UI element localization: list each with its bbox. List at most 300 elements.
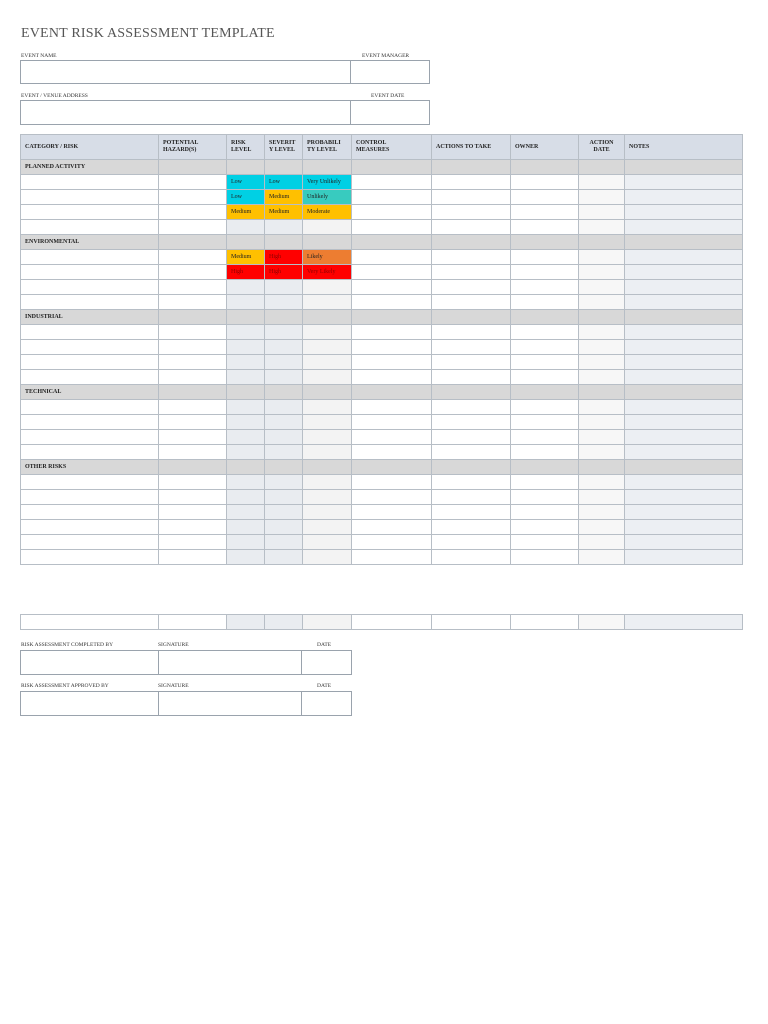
summary-cell[interactable] [159,615,227,630]
approved-by-date-field[interactable] [302,692,352,716]
severity-level-cell[interactable]: Medium [265,205,303,220]
table-cell[interactable] [625,490,743,505]
table-cell[interactable] [159,400,227,415]
table-cell[interactable] [265,520,303,535]
table-cell[interactable] [511,325,579,340]
table-cell[interactable] [625,340,743,355]
table-cell[interactable] [579,475,625,490]
table-cell[interactable] [625,280,743,295]
table-cell[interactable] [432,535,511,550]
approved-by-signature-field[interactable] [159,692,302,716]
category-row-cell [432,310,511,325]
table-cell[interactable] [432,415,511,430]
category-row-cell [159,460,227,475]
table-cell[interactable] [227,340,265,355]
table-row[interactable] [21,325,743,340]
table-row[interactable] [21,475,743,490]
table-cell[interactable] [511,550,579,565]
table-row[interactable] [21,550,743,565]
table-cell[interactable] [432,265,511,280]
summary-cell[interactable] [303,615,352,630]
category-row-cell [511,160,579,175]
table-cell[interactable] [625,250,743,265]
table-cell[interactable] [579,220,625,235]
table-cell[interactable] [625,400,743,415]
table-cell[interactable] [579,370,625,385]
category-row-cell [159,160,227,175]
category-row-cell [303,385,352,400]
table-cell[interactable] [227,280,265,295]
table-cell[interactable] [432,445,511,460]
table-cell[interactable] [227,475,265,490]
table-cell[interactable] [511,205,579,220]
table-cell[interactable] [227,355,265,370]
table-cell[interactable] [432,295,511,310]
category-row-cell [265,310,303,325]
table-cell[interactable] [352,475,432,490]
table-cell[interactable] [511,355,579,370]
table-row[interactable] [21,415,743,430]
table-cell[interactable] [21,295,159,310]
table-cell[interactable] [159,175,227,190]
table-cell[interactable] [579,505,625,520]
table-cell[interactable] [352,430,432,445]
table-cell[interactable] [625,370,743,385]
table-cell[interactable] [625,535,743,550]
table-cell[interactable] [227,400,265,415]
table-cell[interactable] [265,415,303,430]
table-row[interactable] [21,505,743,520]
table-row[interactable] [21,400,743,415]
table-cell[interactable] [579,190,625,205]
table-cell[interactable] [352,505,432,520]
risk-assessment-table [20,134,743,565]
table-cell[interactable] [303,550,352,565]
table-row[interactable] [21,250,743,265]
table-cell[interactable] [227,445,265,460]
table-cell[interactable] [511,520,579,535]
table-cell[interactable] [303,490,352,505]
table-cell[interactable] [625,265,743,280]
table-cell[interactable] [352,520,432,535]
page-title: EVENT RISK ASSESSMENT TEMPLATE [21,26,275,41]
table-cell[interactable] [303,430,352,445]
table-cell[interactable] [579,175,625,190]
summary-cell[interactable] [625,615,743,630]
category-row-cell [159,310,227,325]
probability-level-cell[interactable]: Likely [303,250,352,265]
table-cell[interactable] [625,430,743,445]
table-cell[interactable] [625,325,743,340]
table-row[interactable] [21,190,743,205]
table-cell[interactable] [159,370,227,385]
table-cell[interactable] [432,550,511,565]
table-cell[interactable] [625,505,743,520]
table-cell[interactable] [432,325,511,340]
completed-by-fields [20,650,352,675]
category-row-cell [352,460,432,475]
table-cell[interactable] [432,400,511,415]
completed-by-signature-field[interactable] [159,651,302,675]
table-row[interactable] [21,295,743,310]
risk-level-cell[interactable]: Low [227,190,265,205]
summary-cell[interactable] [511,615,579,630]
table-cell[interactable] [579,520,625,535]
table-cell[interactable] [21,430,159,445]
table-cell[interactable] [511,340,579,355]
event-name-field[interactable] [20,60,351,84]
probability-level-cell[interactable]: Very Unlikely [303,175,352,190]
summary-cell[interactable] [227,615,265,630]
severity-level-cell[interactable]: Medium [265,190,303,205]
table-cell[interactable] [21,535,159,550]
table-cell[interactable] [511,415,579,430]
table-cell[interactable] [227,415,265,430]
table-row[interactable] [21,355,743,370]
severity-level-cell[interactable]: Low [265,175,303,190]
probability-level-cell[interactable]: Unlikely [303,190,352,205]
table-cell[interactable] [579,535,625,550]
table-cell[interactable] [352,400,432,415]
table-cell[interactable] [227,490,265,505]
category-row-cell [352,160,432,175]
table-cell[interactable] [352,550,432,565]
table-cell[interactable] [625,520,743,535]
table-cell[interactable] [159,415,227,430]
table-row[interactable] [21,205,743,220]
table-cell[interactable] [265,535,303,550]
category-row-cell [303,160,352,175]
venue-address-field[interactable] [20,100,351,125]
table-cell[interactable] [352,535,432,550]
severity-level-cell[interactable]: High [265,265,303,280]
table-cell[interactable] [511,295,579,310]
category-row-cell [227,460,265,475]
table-cell[interactable] [352,415,432,430]
risk-level-cell[interactable]: Medium [227,250,265,265]
category-row-cell [579,385,625,400]
table-cell[interactable] [432,175,511,190]
table-cell[interactable] [579,550,625,565]
table-cell[interactable] [227,430,265,445]
table-cell[interactable] [159,340,227,355]
completed-signature-label: SIGNATURE [158,642,189,648]
risk-level-cell[interactable]: Medium [227,205,265,220]
table-cell[interactable] [625,205,743,220]
summary-cell[interactable] [579,615,625,630]
table-cell[interactable] [159,205,227,220]
table-cell[interactable] [625,190,743,205]
table-cell[interactable] [303,355,352,370]
category-row [21,235,743,250]
table-cell[interactable] [625,295,743,310]
table-cell[interactable] [432,205,511,220]
table-cell[interactable] [511,445,579,460]
table-cell[interactable] [265,355,303,370]
table-cell[interactable] [159,220,227,235]
table-row[interactable] [21,280,743,295]
summary-cell[interactable] [265,615,303,630]
table-cell[interactable] [352,220,432,235]
table-cell[interactable] [227,535,265,550]
table-cell[interactable] [159,505,227,520]
table-cell[interactable] [159,250,227,265]
venue-address-input[interactable] [21,101,350,124]
table-cell[interactable] [352,370,432,385]
table-cell[interactable] [21,505,159,520]
severity-level-cell[interactable]: High [265,250,303,265]
probability-level-cell[interactable]: Very Likely [303,265,352,280]
table-cell[interactable] [352,280,432,295]
table-row[interactable] [21,430,743,445]
venue-address-label: EVENT / VENUE ADDRESS [21,93,88,99]
event-date-input[interactable] [351,101,429,124]
table-cell[interactable] [159,445,227,460]
approved-by-name-field[interactable] [21,692,159,716]
table-cell[interactable] [352,340,432,355]
table-cell[interactable] [352,295,432,310]
table-cell[interactable] [21,370,159,385]
category-row-cell [579,460,625,475]
table-cell[interactable] [265,490,303,505]
category-row-cell [303,310,352,325]
table-cell[interactable] [352,490,432,505]
table-cell[interactable] [303,475,352,490]
table-cell[interactable] [511,400,579,415]
table-cell[interactable] [352,175,432,190]
table-cell[interactable] [352,250,432,265]
table-cell[interactable] [625,355,743,370]
table-cell[interactable] [227,370,265,385]
table-cell[interactable] [159,265,227,280]
table-cell[interactable] [432,475,511,490]
table-cell[interactable] [432,340,511,355]
table-cell[interactable] [265,280,303,295]
table-cell[interactable] [21,550,159,565]
table-cell[interactable] [579,415,625,430]
table-cell[interactable] [579,295,625,310]
table-cell[interactable] [265,295,303,310]
summary-cell[interactable] [352,615,432,630]
category-row-cell [625,310,743,325]
table-cell[interactable] [21,190,159,205]
table-cell[interactable] [432,250,511,265]
category-row-cell [511,310,579,325]
table-cell[interactable] [21,325,159,340]
table-cell[interactable] [159,535,227,550]
event-manager-field[interactable] [350,60,430,84]
table-row[interactable] [21,220,743,235]
category-row-cell [159,235,227,250]
table-cell[interactable] [352,445,432,460]
table-row[interactable] [21,340,743,355]
summary-row[interactable] [21,615,743,630]
table-cell[interactable] [511,280,579,295]
table-cell[interactable] [21,205,159,220]
table-cell[interactable] [265,430,303,445]
table-cell[interactable] [303,220,352,235]
category-row-cell [511,460,579,475]
event-date-field[interactable] [350,100,430,125]
table-cell[interactable] [432,520,511,535]
table-cell[interactable] [579,445,625,460]
table-cell[interactable] [21,280,159,295]
table-cell[interactable] [21,220,159,235]
summary-cell[interactable] [432,615,511,630]
table-cell[interactable] [511,490,579,505]
table-cell[interactable] [21,340,159,355]
table-cell[interactable] [511,430,579,445]
table-row[interactable] [21,535,743,550]
table-cell[interactable] [21,415,159,430]
table-cell[interactable] [579,355,625,370]
table-cell[interactable] [265,370,303,385]
table-cell[interactable] [159,355,227,370]
table-cell[interactable] [303,340,352,355]
table-cell[interactable] [21,475,159,490]
table-cell[interactable] [511,250,579,265]
category-row-cell [159,385,227,400]
table-cell[interactable] [511,190,579,205]
table-cell[interactable] [159,325,227,340]
col-header-owner: OWNER [511,135,579,160]
table-cell[interactable] [303,505,352,520]
table-cell[interactable] [511,535,579,550]
table-row[interactable] [21,265,743,280]
table-cell[interactable] [159,520,227,535]
table-cell[interactable] [303,445,352,460]
table-cell[interactable] [303,400,352,415]
table-cell[interactable] [303,280,352,295]
table-cell[interactable] [511,505,579,520]
table-cell[interactable] [159,430,227,445]
table-cell[interactable] [227,550,265,565]
table-cell[interactable] [432,220,511,235]
table-cell[interactable] [432,280,511,295]
table-cell[interactable] [625,445,743,460]
table-cell[interactable] [579,430,625,445]
table-cell[interactable] [21,445,159,460]
table-cell[interactable] [511,220,579,235]
table-cell[interactable] [303,325,352,340]
category-row-cell [625,460,743,475]
table-cell[interactable] [432,430,511,445]
table-cell[interactable] [579,340,625,355]
table-cell[interactable] [579,400,625,415]
table-cell[interactable] [625,550,743,565]
table-cell[interactable] [625,475,743,490]
table-row[interactable] [21,445,743,460]
table-cell[interactable] [21,265,159,280]
category-row-cell [432,460,511,475]
table-cell[interactable] [21,175,159,190]
table-cell[interactable] [511,475,579,490]
table-cell[interactable] [265,220,303,235]
table-cell[interactable] [352,325,432,340]
table-row[interactable] [21,490,743,505]
table-row[interactable] [21,370,743,385]
table-cell[interactable] [265,550,303,565]
table-cell[interactable] [352,190,432,205]
table-cell[interactable] [511,265,579,280]
table-cell[interactable] [625,415,743,430]
risk-level-cell[interactable]: High [227,265,265,280]
category-row-cell [432,160,511,175]
table-cell[interactable] [303,295,352,310]
category-row [21,310,743,325]
table-cell[interactable] [511,370,579,385]
table-cell[interactable] [579,325,625,340]
table-cell[interactable] [159,550,227,565]
category-row-cell [579,160,625,175]
table-cell[interactable] [227,505,265,520]
table-cell[interactable] [625,220,743,235]
table-cell[interactable] [265,445,303,460]
table-cell[interactable] [352,355,432,370]
summary-cell[interactable] [21,615,159,630]
table-cell[interactable] [21,400,159,415]
table-cell[interactable] [265,475,303,490]
table-cell[interactable] [352,265,432,280]
table-cell[interactable] [579,280,625,295]
table-cell[interactable] [352,205,432,220]
table-cell[interactable] [265,340,303,355]
table-cell[interactable] [625,175,743,190]
table-cell[interactable] [159,295,227,310]
event-name-input[interactable] [21,61,350,83]
table-cell[interactable] [303,520,352,535]
completed-by-name-field[interactable] [21,651,159,675]
risk-level-cell[interactable]: Low [227,175,265,190]
table-cell[interactable] [21,355,159,370]
table-cell[interactable] [227,520,265,535]
completed-by-date-field[interactable] [302,651,352,675]
table-cell[interactable] [432,370,511,385]
table-cell[interactable] [432,190,511,205]
event-manager-input[interactable] [351,61,429,83]
table-cell[interactable] [227,220,265,235]
table-cell[interactable] [159,490,227,505]
table-cell[interactable] [265,505,303,520]
table-cell[interactable] [579,250,625,265]
table-cell[interactable] [265,325,303,340]
table-cell[interactable] [579,265,625,280]
table-cell[interactable] [21,250,159,265]
category-row-cell [227,235,265,250]
table-cell[interactable] [265,400,303,415]
table-row[interactable] [21,520,743,535]
table-cell[interactable] [21,490,159,505]
table-row[interactable] [21,175,743,190]
table-cell[interactable] [159,190,227,205]
table-cell[interactable] [21,520,159,535]
table-cell[interactable] [579,205,625,220]
table-cell[interactable] [432,490,511,505]
table-cell[interactable] [579,490,625,505]
table-cell[interactable] [511,175,579,190]
table-cell[interactable] [303,415,352,430]
table-cell[interactable] [159,475,227,490]
table-cell[interactable] [303,535,352,550]
table-cell[interactable] [227,325,265,340]
table-cell[interactable] [159,280,227,295]
table-cell[interactable] [227,295,265,310]
table-cell[interactable] [303,370,352,385]
table-cell[interactable] [432,505,511,520]
summary-row-table [20,614,743,630]
probability-level-cell[interactable]: Moderate [303,205,352,220]
table-cell[interactable] [432,355,511,370]
